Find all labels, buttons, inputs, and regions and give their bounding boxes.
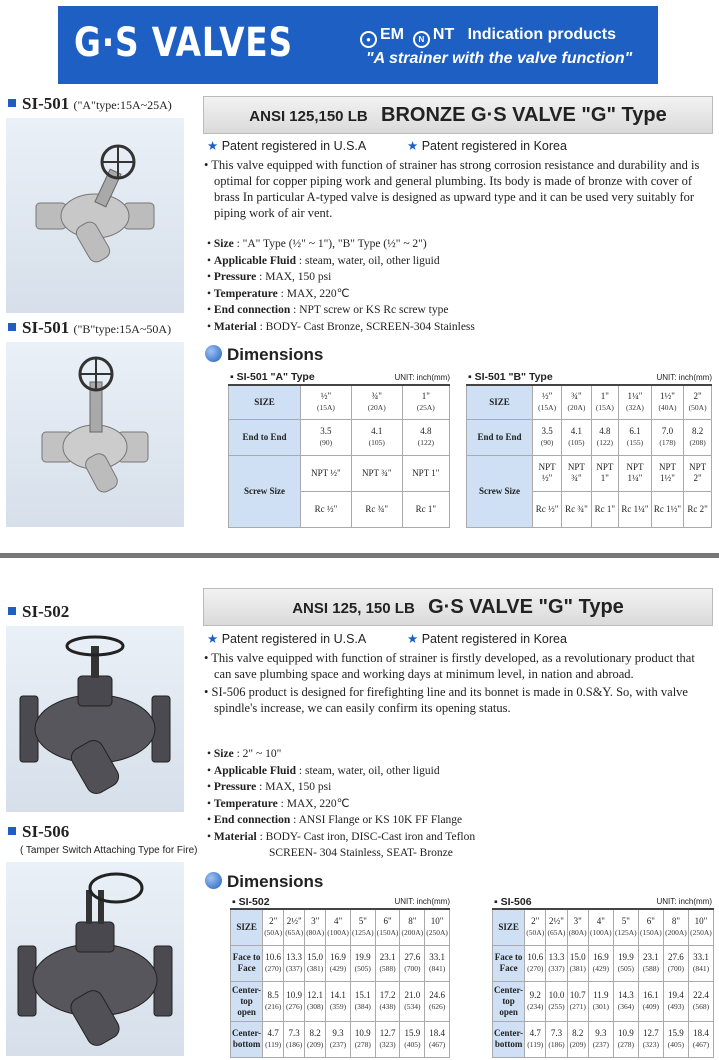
sphere-bullet-icon [205, 345, 222, 362]
table-cell: 10.0 (255) [546, 981, 567, 1021]
si501-patent-usa: ★ Patent registered in U.S.A [207, 139, 367, 153]
si502-table-unit: UNIT: inch(mm) [394, 897, 450, 906]
table-cell: 4.8 (122) [591, 419, 619, 455]
table-cell: 5" (125A) [350, 909, 375, 945]
header-title: G·S VALVES [74, 20, 293, 66]
si502-specs [207, 746, 712, 862]
table-cell: 23.1 (588) [375, 945, 400, 981]
si501b-table [466, 384, 712, 528]
si501b-table-caption: ▪ SI-501 "B" Type [468, 371, 553, 383]
table-cell: 4" (100A) [588, 909, 613, 945]
table-cell: 19.9 (505) [613, 945, 638, 981]
fire-valve-icon [6, 862, 184, 1056]
table-cell: NPT 2" [684, 455, 712, 491]
star-icon: ★ [207, 632, 219, 646]
si501a-photo [6, 118, 184, 313]
cell: ½" (15A) [301, 385, 352, 419]
table-cell: 15.0 (381) [567, 945, 588, 981]
cast-iron-valve-icon [6, 626, 184, 812]
si501b-label: SI-501 ("B"type:15A~50A) [8, 318, 171, 338]
nt-mark-icon: N [413, 31, 430, 48]
sphere-bullet-icon [205, 872, 222, 889]
table-cell: 13.3 (337) [546, 945, 567, 981]
table-cell: 12.7 (323) [375, 1021, 400, 1057]
spec-temperature: • Temperature : MAX, 220℃ [207, 796, 712, 813]
si501b-table-unit: UNIT: inch(mm) [656, 373, 712, 382]
table-cell: 4.7 (119) [263, 1021, 284, 1057]
si502-title: ANSI 125, 150 LB G·S VALVE "G" Type [203, 588, 713, 626]
si506-table-unit: UNIT: inch(mm) [656, 897, 712, 906]
table-cell: 15.9 (405) [663, 1021, 688, 1057]
table-cell: Rc 1" [402, 491, 449, 527]
table-cell: Rc ½" [301, 491, 352, 527]
table-cell: NPT 1" [402, 455, 449, 491]
table-cell: NPT ¾" [562, 455, 591, 491]
em-mark-icon: ● [360, 31, 377, 48]
table-cell: 4.7 (119) [525, 1021, 546, 1057]
table-cell: 19.4 (493) [663, 981, 688, 1021]
table-cell: 27.6 (700) [663, 945, 688, 981]
table-cell: 3.5 (90) [301, 419, 352, 455]
header-banner [58, 6, 658, 84]
si502-patent-usa: ★ Patent registered in U.S.A [207, 632, 367, 646]
table-cell: NPT ½" [301, 455, 352, 491]
si502-table-caption: ▪ SI-502 [232, 896, 270, 908]
square-bullet-icon [8, 827, 16, 835]
si501a-table-unit: UNIT: inch(mm) [394, 373, 450, 382]
table-cell: ¾" (20A) [562, 385, 591, 419]
table-cell: 33.1 (841) [688, 945, 713, 981]
spec-size: • Size : 2" ~ 10" [207, 746, 712, 763]
table-cell: 1¼" (32A) [619, 385, 652, 419]
table-cell: 8.5 (216) [263, 981, 284, 1021]
table-cell: 5" (125A) [613, 909, 638, 945]
row-header: End to End [229, 419, 301, 455]
spec-fluid: • Applicable Fluid : steam, water, oil, other liguid [207, 253, 712, 270]
table-cell: Rc ½" [533, 491, 562, 527]
si506-label: SI-506 [8, 822, 69, 842]
header-subtitle: Indication products [467, 26, 617, 43]
row-header: SIZE [231, 909, 263, 945]
table-cell: 7.3 (186) [546, 1021, 567, 1057]
si506-table [492, 908, 714, 1058]
table-cell: 2" (50A) [525, 909, 546, 945]
table-cell: 8.2 (208) [684, 419, 712, 455]
table-cell: 16.1 (409) [638, 981, 663, 1021]
table-cell: 10.9 (278) [613, 1021, 638, 1057]
table-cell: 18.4 (467) [425, 1021, 450, 1057]
table-cell: 9.2 (234) [525, 981, 546, 1021]
si501-title: ANSI 125,150 LB BRONZE G·S VALVE "G" Type [203, 96, 713, 134]
spec-fluid: • Applicable Fluid : steam, water, oil, other liguid [207, 763, 712, 780]
si502-dimensions-heading: Dimensions [205, 872, 323, 892]
spec-pressure: • Pressure : MAX, 150 psi [207, 269, 712, 286]
si502-patent-korea: ★ Patent registered in Korea [407, 632, 567, 646]
si506-photo [6, 862, 184, 1056]
table-cell: 7.3 (186) [284, 1021, 305, 1057]
si501-patent-korea: ★ Patent registered in Korea [407, 139, 567, 153]
table-cell: 16.9 (429) [326, 945, 351, 981]
table-cell: Rc 2" [684, 491, 712, 527]
spec-size: • Size : "A" Type (½" ~ 1"), "B" Type (½" ~ 2") [207, 236, 712, 253]
table-cell: 2½" (65A) [284, 909, 305, 945]
table-cell: 4.1 (105) [351, 419, 402, 455]
table-cell: 8" (200A) [663, 909, 688, 945]
table-cell: 1" (15A) [591, 385, 619, 419]
table-cell: Rc 1¼" [619, 491, 652, 527]
table-cell: 10.7 (271) [567, 981, 588, 1021]
spec-material: • Material : BODY- Cast Bronze, SCREEN-304 Stainless [207, 319, 712, 336]
table-cell: 3.5 (90) [533, 419, 562, 455]
table-cell: 4.8 (122) [402, 419, 449, 455]
table-cell: 10.9 (278) [350, 1021, 375, 1057]
table-cell: 2½" (65A) [546, 909, 567, 945]
row-header: Screw Size [467, 455, 533, 527]
si501b-photo [6, 342, 184, 527]
table-cell: 6.1 (155) [619, 419, 652, 455]
table-cell: ½" (15A) [533, 385, 562, 419]
si502-label: SI-502 [8, 602, 69, 622]
square-bullet-icon [8, 323, 16, 331]
table-cell: 19.9 (505) [350, 945, 375, 981]
table-cell: 6" (150A) [638, 909, 663, 945]
spec-material: • Material : BODY- Cast iron, DISC-Cast iron and Teflon [207, 829, 712, 846]
table-cell: 10" (250A) [425, 909, 450, 945]
table-cell: 9.3 (237) [588, 1021, 613, 1057]
table-cell: NPT 1½" [651, 455, 684, 491]
table-cell: 2" (50A) [263, 909, 284, 945]
si502-description: • This valve equipped with function of strainer is firstly developed, as a revolutionary product that can save plumbing space and working days at minimum level, in nation and abroad. • SI-506 product is designed for firefighting line and its bonnet is made in 0.S&Y. So, with valve spindle's increase, we can easily confirm its opening status. [204, 650, 712, 718]
si501a-label: SI-501 ("A"type:15A~25A) [8, 94, 172, 114]
si506-note: ( Tamper Switch Attaching Type for Fire) [20, 845, 198, 856]
cell: ¾" (20A) [351, 385, 402, 419]
header-line1 [360, 26, 616, 48]
section-divider [0, 553, 719, 558]
si506-table-caption: ▪ SI-506 [494, 896, 532, 908]
square-bullet-icon [8, 607, 16, 615]
table-cell: NPT 1¼" [619, 455, 652, 491]
table-cell: 18.4 (467) [688, 1021, 713, 1057]
table-cell: NPT ¾" [351, 455, 402, 491]
table-cell: 8" (200A) [400, 909, 425, 945]
bronze-valve-a-icon [6, 118, 184, 313]
table-cell: NPT ½" [533, 455, 562, 491]
table-cell: 7.0 (178) [651, 419, 684, 455]
row-header: Face to Face [493, 945, 525, 981]
table-cell: 22.4 (568) [688, 981, 713, 1021]
table-cell: 10.6 (270) [525, 945, 546, 981]
square-bullet-icon [8, 99, 16, 107]
row-header: SIZE [493, 909, 525, 945]
table-cell: 1½" (40A) [651, 385, 684, 419]
star-icon: ★ [407, 632, 419, 646]
si502-table [230, 908, 450, 1058]
table-cell: 16.9 (429) [588, 945, 613, 981]
table-cell: 33.1 (841) [425, 945, 450, 981]
row-header: Center-top open [493, 981, 525, 1021]
row-header: End to End [467, 419, 533, 455]
table-cell: Rc ¾" [351, 491, 402, 527]
row-header: Face to Face [231, 945, 263, 981]
row-header: Center-bottom [231, 1021, 263, 1057]
table-cell: 21.0 (534) [400, 981, 425, 1021]
table-cell: 13.3 (337) [284, 945, 305, 981]
table-cell: 10.9 (276) [284, 981, 305, 1021]
table-cell: 12.1 (308) [305, 981, 326, 1021]
nt-mark: NT [432, 26, 455, 43]
si502-photo [6, 626, 184, 812]
row-header: Screw Size [229, 455, 301, 527]
row-header: Center-bottom [493, 1021, 525, 1057]
table-cell: 11.9 (301) [588, 981, 613, 1021]
em-mark: EM [380, 26, 404, 43]
table-cell: 17.2 (438) [375, 981, 400, 1021]
si501a-table [228, 384, 450, 528]
spec-pressure: • Pressure : MAX, 150 psi [207, 779, 712, 796]
table-cell: Rc 1½" [651, 491, 684, 527]
table-cell: 23.1 (588) [638, 945, 663, 981]
si501-specs [207, 236, 712, 335]
table-cell: 12.7 (323) [638, 1021, 663, 1057]
si501a-table-caption: ▪ SI-501 "A" Type [230, 371, 315, 383]
table-cell: 10" (250A) [688, 909, 713, 945]
spec-end-connection: • End connection : NPT screw or KS Rc screw type [207, 302, 712, 319]
table-cell: 15.9 (405) [400, 1021, 425, 1057]
cell: 1" (25A) [402, 385, 449, 419]
table-cell: 4.1 (105) [562, 419, 591, 455]
table-cell: 15.1 (384) [350, 981, 375, 1021]
spec-end-connection: • End connection : ANSI Flange or KS 10K FF Flange [207, 812, 712, 829]
table-cell: 14.1 (359) [326, 981, 351, 1021]
table-cell: 3" (80A) [567, 909, 588, 945]
table-cell: 3" (80A) [305, 909, 326, 945]
table-cell: 8.2 (209) [305, 1021, 326, 1057]
si501-description: • This valve equipped with function of strainer has strong corrosion resistance and durability and is optimal for copper piping work and general plumbing. Its body is made of bronze with cover of brass In particular A-typed valve is designed as upward type and it can be used very suitably for piping work of air vent. [204, 157, 712, 223]
spec-temperature: • Temperature : MAX, 220℃ [207, 286, 712, 303]
star-icon: ★ [207, 139, 219, 153]
header-tagline: "A strainer with the valve function" [366, 50, 633, 67]
table-cell: Rc 1" [591, 491, 619, 527]
table-cell: 14.3 (364) [613, 981, 638, 1021]
row-header: Center-top open [231, 981, 263, 1021]
bronze-valve-b-icon [6, 342, 184, 527]
table-cell: 8.2 (209) [567, 1021, 588, 1057]
table-cell: 10.6 (270) [263, 945, 284, 981]
row-header: SIZE [467, 385, 533, 419]
table-cell: NPT 1" [591, 455, 619, 491]
si501-dimensions-heading: Dimensions [205, 345, 323, 365]
table-cell: Rc ¾" [562, 491, 591, 527]
star-icon: ★ [407, 139, 419, 153]
table-cell: 24.6 (626) [425, 981, 450, 1021]
table-cell: 4" (100A) [326, 909, 351, 945]
table-cell: 27.6 (700) [400, 945, 425, 981]
spec-material-line2: SCREEN- 304 Stainless, SEAT- Bronze [269, 847, 453, 859]
row-header: SIZE [229, 385, 301, 419]
table-cell: 2" (50A) [684, 385, 712, 419]
table-cell: 15.0 (381) [305, 945, 326, 981]
table-cell: 9.3 (237) [326, 1021, 351, 1057]
table-cell: 6" (150A) [375, 909, 400, 945]
